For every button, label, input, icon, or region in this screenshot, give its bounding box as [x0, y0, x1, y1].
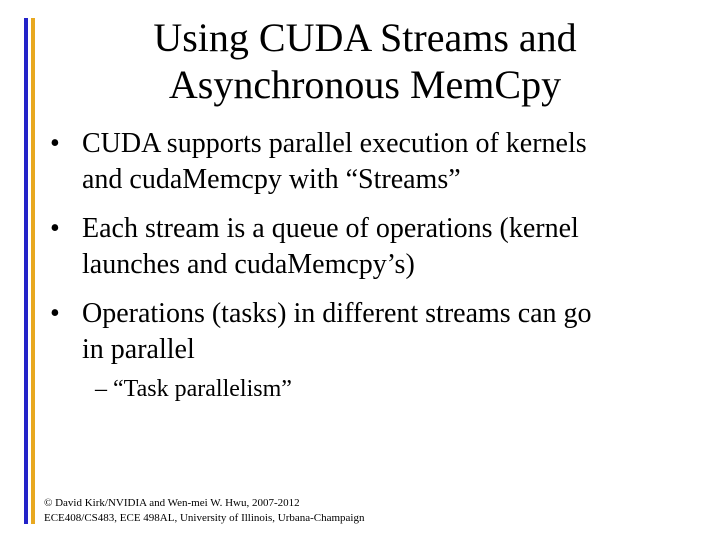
bullet-text-line-2: launches and cudaMemcpy’s) [82, 249, 415, 280]
sub-bullet-task-parallelism: – “Task parallelism” [95, 376, 292, 402]
bullet-item-streams [48, 126, 688, 198]
bullet-item-parallel [48, 296, 688, 368]
bullet-list [48, 126, 688, 381]
bullet-item-queue [48, 211, 688, 283]
bullet-text-line-2: and cudaMemcpy with “Streams” [82, 164, 461, 195]
left-accent-bar-blue [24, 18, 28, 524]
bullet-text-line-1: CUDA supports parallel execution of kernels [82, 128, 587, 159]
slide-title-line-2: Asynchronous MemCpy [168, 62, 562, 107]
slide-title-line-1: Using CUDA Streams and [153, 15, 577, 60]
slide-title [60, 14, 670, 108]
left-accent-bar-gold [31, 18, 35, 524]
footer-copyright-line: © David Kirk/NVIDIA and Wen-mei W. Hwu, 2007-2012 [44, 497, 300, 509]
footer-course-line: ECE408/CS483, ECE 498AL, University of Illinois, Urbana-Champaign [44, 512, 365, 524]
bullet-marker: • [50, 213, 60, 244]
bullet-text-line-1: Each stream is a queue of operations (kernel [82, 213, 579, 244]
bullet-text-line-2: in parallel [82, 334, 195, 365]
bullet-text-line-1: Operations (tasks) in different streams can go [82, 298, 592, 329]
copyright-footer [44, 496, 365, 526]
bullet-marker: • [50, 298, 60, 329]
bullet-marker: • [50, 128, 60, 159]
